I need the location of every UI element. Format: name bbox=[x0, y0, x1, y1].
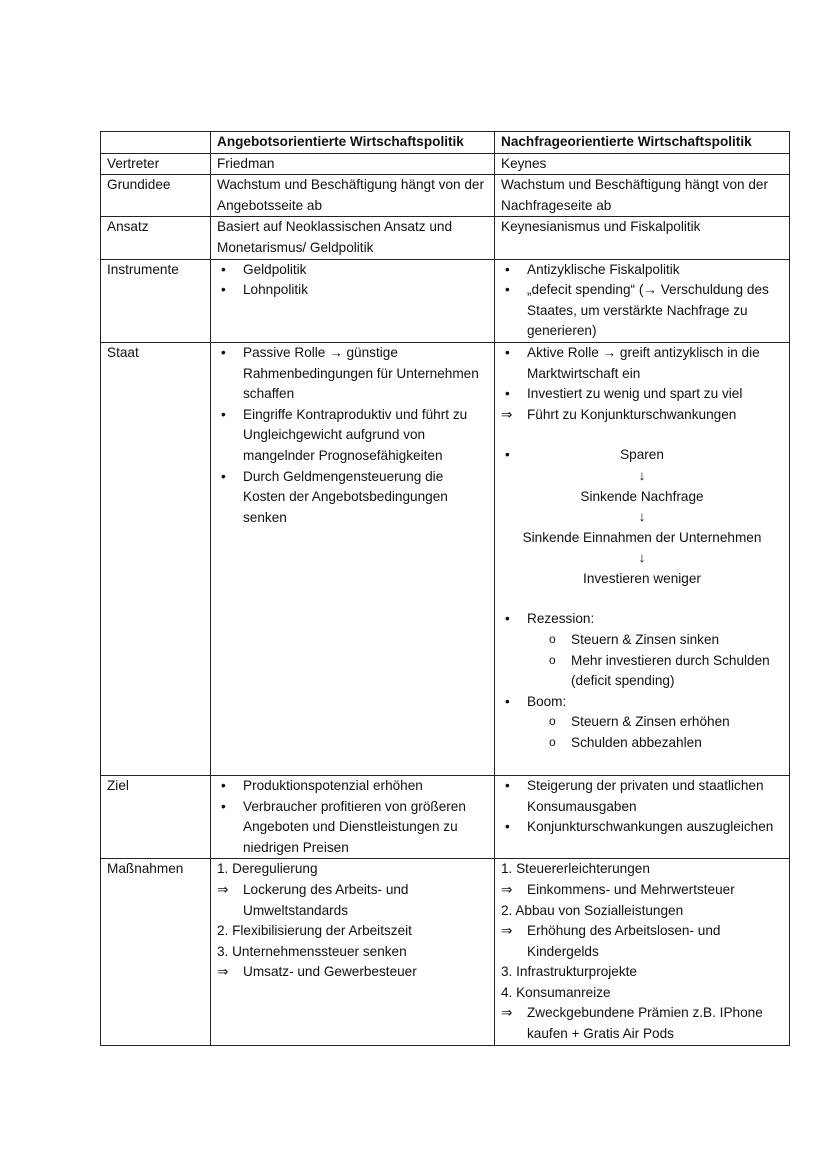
boom-list bbox=[501, 692, 783, 713]
cause-chain bbox=[501, 445, 783, 589]
numbered-item: 2. Abbau von Sozialleistungen bbox=[501, 902, 684, 918]
sub-item: o Steuern & Zinsen sinken bbox=[545, 630, 783, 651]
row-label: Staat bbox=[101, 342, 211, 775]
chain-step: Sinkende Nachfrage bbox=[580, 488, 704, 504]
implication-item bbox=[501, 1003, 783, 1044]
row-instrumente bbox=[101, 259, 790, 342]
comparison-table bbox=[100, 131, 790, 1046]
chain-step: Sparen bbox=[620, 447, 664, 463]
demand-cell bbox=[495, 259, 790, 342]
list-item: • Lohnpolitik bbox=[217, 280, 488, 301]
supply-cell bbox=[211, 775, 495, 858]
supply-cell bbox=[211, 259, 495, 342]
row-vertreter bbox=[101, 153, 790, 175]
chain-step: Investieren weniger bbox=[583, 570, 701, 586]
numbered-item: 3. Infrastrukturprojekte bbox=[501, 964, 637, 980]
bullet-list bbox=[501, 260, 783, 342]
implication-text: Lockerung des Arbeits- und Umweltstandards bbox=[243, 881, 409, 918]
row-ziel bbox=[101, 775, 790, 858]
list-item: • Investiert zu wenig und spart zu viel bbox=[501, 384, 783, 405]
list-item: • Rezession: bbox=[501, 609, 783, 630]
bullet-list bbox=[217, 260, 488, 301]
row-label: Ziel bbox=[101, 775, 211, 858]
row-label: Maßnahmen bbox=[101, 859, 211, 1045]
numbered-item: 3. Unternehmenssteuer senken bbox=[217, 943, 407, 959]
demand-cell: Keynes bbox=[495, 153, 790, 175]
implication-item bbox=[501, 880, 783, 901]
measures-list bbox=[501, 859, 783, 1044]
implies-arrow-icon: ⇒ bbox=[217, 964, 229, 980]
list-item: • Antizyklische Fiskalpolitik bbox=[501, 260, 783, 281]
bullet-list bbox=[501, 776, 783, 838]
list-item: • Durch Geldmengensteuerung die Kosten der Angebotsbedingungen senken bbox=[217, 467, 488, 529]
supply-cell: Wachstum und Beschäftigung hängt von der Angebotsseite ab bbox=[211, 175, 495, 217]
demand-cell: Wachstum und Beschäftigung hängt von der Nachfrageseite ab bbox=[495, 175, 790, 217]
sub-item: o Steuern & Zinsen erhöhen bbox=[545, 712, 783, 733]
down-arrow-icon: ↓ bbox=[638, 509, 646, 525]
list-item: • Boom: bbox=[501, 692, 783, 713]
row-label: Grundidee bbox=[101, 175, 211, 217]
implication-item bbox=[501, 921, 783, 962]
implies-arrow-icon: ⇒ bbox=[501, 923, 513, 939]
numbered-item: 4. Konsumanreize bbox=[501, 984, 611, 1000]
row-label: Instrumente bbox=[101, 259, 211, 342]
demand-cell: Keynesianismus und Fiskalpolitik bbox=[495, 217, 790, 259]
sub-item: o Mehr investieren durch Schulden (deficit spending) bbox=[545, 651, 783, 692]
numbered-item: 1. Steuererleichterungen bbox=[501, 861, 650, 877]
supply-cell bbox=[211, 859, 495, 1045]
row-ansatz bbox=[101, 217, 790, 259]
sub-list bbox=[545, 712, 783, 753]
list-item: • Verbraucher profitieren von größeren Angeboten und Dienstleistungen zu niedrigen Preisen bbox=[217, 797, 488, 859]
implication-text: Erhöhung des Arbeitslosen- und Kindergelds bbox=[527, 923, 721, 959]
list-item: • Produktionspotenzial erhöhen bbox=[217, 776, 488, 797]
chain-step: Sinkende Einnahmen der Unternehmen bbox=[522, 529, 762, 545]
sub-item: o Schulden abbezahlen bbox=[545, 733, 783, 754]
demand-cell bbox=[495, 775, 790, 858]
row-grundidee bbox=[101, 175, 790, 217]
row-massnahmen bbox=[101, 859, 790, 1045]
bullet-list bbox=[217, 343, 488, 528]
supply-cell: Basiert auf Neoklassischen Ansatz und Monetarismus/ Geldpolitik bbox=[211, 217, 495, 259]
supply-cell: Friedman bbox=[211, 153, 495, 175]
rezession-list bbox=[501, 609, 783, 630]
header-demand: Nachfrageorientierte Wirtschaftspolitik bbox=[495, 132, 790, 154]
demand-cell bbox=[495, 342, 790, 775]
list-item: • Aktive Rolle → greift antizyklisch in die Marktwirtschaft ein bbox=[501, 343, 783, 384]
row-staat bbox=[101, 342, 790, 775]
numbered-item: 1. Deregulierung bbox=[217, 861, 318, 877]
implication-list bbox=[501, 405, 783, 426]
row-label: Vertreter bbox=[101, 153, 211, 175]
list-item: • Eingriffe Kontraproduktiv und führt zu Ungleichgewicht aufgrund von mangelnder Prognosefähigkeiten bbox=[217, 405, 488, 467]
implication-item bbox=[217, 880, 488, 921]
list-item: • Konjunkturschwankungen auszugleichen bbox=[501, 817, 783, 838]
bullet-list bbox=[217, 776, 488, 858]
implies-arrow-icon: ⇒ bbox=[501, 881, 513, 897]
list-item: • Passive Rolle → günstige Rahmenbedingungen für Unternehmen schaffen bbox=[217, 343, 488, 405]
header-supply: Angebotsorientierte Wirtschaftspolitik bbox=[211, 132, 495, 154]
implies-arrow-icon: ⇒ bbox=[501, 1005, 513, 1021]
implication-item bbox=[501, 405, 783, 426]
bullet-list bbox=[501, 343, 783, 405]
list-item: • Geldpolitik bbox=[217, 260, 488, 281]
bullet-icon: • bbox=[505, 447, 510, 463]
header-empty-cell bbox=[101, 132, 211, 154]
implication-text: Zweckgebundene Prämien z.B. IPhone kaufen + Gratis Air Pods bbox=[527, 1005, 763, 1042]
list-item: • „defecit spending“ (→ Verschuldung des Staates, um verstärkte Nachfrage zu generieren) bbox=[501, 280, 783, 342]
implies-arrow-icon: ⇒ bbox=[217, 881, 229, 897]
row-label: Ansatz bbox=[101, 217, 211, 259]
demand-cell bbox=[495, 859, 790, 1045]
list-item: • Steigerung der privaten und staatlichen Konsumausgaben bbox=[501, 776, 783, 817]
implies-arrow-icon: ⇒ bbox=[501, 406, 513, 422]
sub-list bbox=[545, 630, 783, 692]
numbered-item: 2. Flexibilisierung der Arbeitszeit bbox=[217, 923, 412, 939]
header-row bbox=[101, 132, 790, 154]
implication-text: Umsatz- und Gewerbesteuer bbox=[243, 964, 417, 980]
implication-text: Führt zu Konjunkturschwankungen bbox=[527, 406, 737, 422]
down-arrow-icon: ↓ bbox=[638, 550, 646, 566]
measures-list bbox=[217, 859, 488, 983]
down-arrow-icon: ↓ bbox=[638, 467, 646, 483]
implication-text: Einkommens- und Mehrwertsteuer bbox=[527, 881, 735, 897]
implication-item bbox=[217, 962, 488, 983]
supply-cell bbox=[211, 342, 495, 775]
